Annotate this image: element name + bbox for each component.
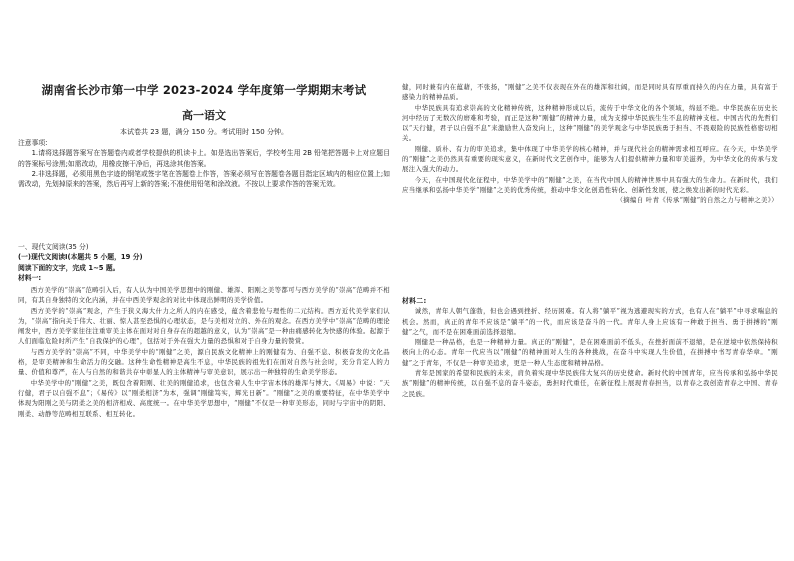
material2-paragraph: 诚然，青年人朝气蓬勃，但也会遇到挫折、经历困难。有人将“躺平”视为逃避现实的方式，也有人在“躺平”中寻求喘息的机会。然而，真正的青年不应该是“躺平”的一代，而应该是奋斗的一代。青年人身上应该有一种敢于担当、勇于拼搏的“刚健”之气，而不是在困难面前选择退缩。	[402, 307, 778, 336]
material1-paragraph: 中华美学中的“刚健”之美，既包含着阳刚、壮美的刚健追求，也包含着人生中宇宙本体的雄浑与博大。《周易》中说：“天行健，君子以自强不息”；《易传》以“刚柔相济”为本，强调“刚健笃实，辉光日新”。“刚健”之美的重要特征，在中华美学中体现为阳刚之美与阴柔之美的相济相成、高度统一。在中华美学思想中，“刚健”不仅是一种审美形态，同时与宇宙中的阴阳、刚柔、动静等范畴相互联系、相互转化。	[18, 378, 390, 418]
part1-subheading: (一)现代文阅读Ⅰ(本题共 5 小题，19 分)	[18, 253, 143, 262]
material2-body	[402, 296, 778, 399]
material1-paragraph: 西方美学的“崇高”范畴引入后，有人认为中国美学思想中的刚健、雄浑、阳刚之美等都可与西方美学的“崇高”范畴并不相同，有其自身独特的文化内涵，并在中西美学观念的对比中体现出鲜明的美学价值。	[18, 286, 390, 305]
material1-paragraph: 健，同时兼有内在蕴藉，不张扬，“刚健”之美不仅表现在外在的雄浑和壮阔，而是同时具有厚重而持久的内在力量，具有富于感染力的精神品质。	[402, 83, 778, 102]
material1-paragraph: 今天，在中国现代化征程中，中华美学中的“刚健”之美，在当代中国人的精神世界中具有强大的生命力。在新时代，我们应当继承和弘扬中华美学“刚健”之美的优秀传统，推动中华文化创造性转化、创新性发展，使之焕发出新的时代光彩。	[402, 175, 778, 194]
material1-body	[18, 285, 390, 419]
notice-item-1: 1.请将选择题答案写在答题卷内或者学校提供的机读卡上。如是选出答案后，学校考生用 2B 铅笔把答题卡上对应题目的答案标号涂黑;如需改动，用橡皮擦干净后，再选涂其他答案。	[18, 149, 390, 168]
material1-paragraph: 西方美学的“崇高”观念，产生于狭义海大什力之所人的内在感受，蕴含着悲怆与理性的二元结构。西方近代美学家们认为，“崇高”指向关于伟大、壮丽、惊人甚至恐惧的心理状态，是与美相对立的、外在的观念。在西方美学中“崇高”范畴的理论阐发中，西方美学家往往注重审美主体在面对对自身存在的超越的意义，认为“崇高”是一种由痛感转化为快感的体验。起源于人们面临危险时所产生“自我保护的心理”，包括对于外在强大力量的恐惧和对于自身力量的赞赏。	[18, 306, 390, 346]
notice-item-2: 2.非选择题，必须用黑色字迹的钢笔或签字笔在答题卷上作答，答案必须写在答题卷各题目指定区域内的相应位置上;如需改动，先划掉原来的答案，然后再写上新的答案;不准使用铅笔和涂改液。不按以上要求作答的答案无效。	[18, 169, 390, 189]
material1-continued	[402, 82, 778, 206]
notice-block	[18, 138, 390, 189]
exam-info: 本试卷共 23 题，满分 150 分。考试用时 150 分钟。	[120, 128, 288, 136]
material2-paragraph: 刚健是一种品格，也是一种精神力量。真正的“刚健”，是在困难面前不低头，在挫折面前不退缩，是在逆境中依然保持积极向上的心态。青年一代应当以“刚健”的精神面对人生的各种挑战，在奋斗中实现人生价值，在拼搏中书写青春华章。“刚健”之于青年，不仅是一种审美追求，更是一种人生态度和精神品格。	[402, 338, 778, 367]
material1-heading: 材料一:	[18, 273, 42, 282]
material1-source: （摘编自 叶青《传承“刚健”的自然之力与精神之美》）	[616, 196, 778, 205]
section-headings	[18, 242, 390, 283]
material2-heading: 材料二:	[402, 297, 427, 305]
exam-title: 湖南省长沙市第一中学 2023-2024 学年度第一学期期末考试	[41, 83, 367, 97]
notice-heading: 注意事项:	[18, 139, 48, 147]
subject-title: 高一语文	[182, 109, 226, 122]
material2-paragraph: 青年是国家的希望和民族的未来，肩负着实现中华民族伟大复兴的历史使命。新时代的中国青年，应当传承和弘扬中华民族“刚健”的精神传统，以自强不息的奋斗姿态，勇担时代重任，在新征程上展现青春担当，以青春之我创造青春之中国、青春之民族。	[402, 369, 778, 398]
material1-paragraph: 中华民族具有追求崇高的文化精神传统，这种精神形成以后，流传于中华文化的各个领域，绵延不绝。中华民族在历史长河中经历了无数次的磨难和考验，而正是这种“刚健”的精神力量，成为支撑中华民族生生不息的精神支柱。中国古代的先哲们以“天行健，君子以自强不息”来激励世人奋发向上，这种“刚健”的美学观念与中华民族勇于担当、不畏艰险的民族性格密切相关。	[402, 103, 778, 143]
material1-paragraph: 刚健、质朴、有力的审美追求，集中体现了中华美学的核心精神，并与现代社会的精神需求相互呼应。在今天，中华美学的“刚健”之美仍然具有重要的现实意义，在新时代文艺创作中，能够为人们提供精神力量和审美滋养，为中华文化的传承与发展注入强大的动力。	[402, 144, 778, 174]
reading-instruction: 阅读下面的文字，完成 1~5 题。	[18, 263, 120, 272]
part1-heading: 一、现代文阅读(35 分)	[18, 243, 89, 251]
material1-paragraph: 与西方美学的“崇高”不同，中华美学中的“刚健”之美，源自民族文化精神上的刚健有为、自强不息、积极奋发的文化品格，是审美精神和生命活力的交融。这种生命性精神是高生不息，中华民族的祖先们在面对自然与社会时，充分肯定人的力量、价值和尊严，在人与自然的和谐共存中彰显人的主体精神与审美意识，展示出一种独特的生命美学形态。	[18, 347, 390, 377]
